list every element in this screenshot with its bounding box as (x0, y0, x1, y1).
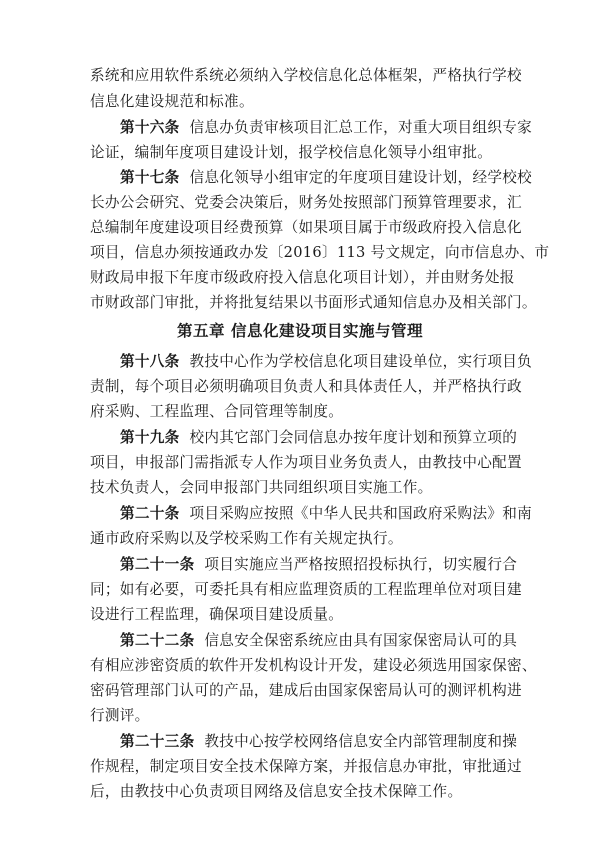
article-text: 校内其它部门会同信息办按年度计划和预算立项的 (189, 429, 518, 446)
text-line: 项目，信息办须按通政办发〔2016〕113 号文规定，向市信息办、市 (90, 244, 550, 261)
article-text: 信息办负责审核项目汇总工作，对重大项目组织专家 (189, 119, 533, 136)
text-line: 财政局申报下年度市级政府投入信息化项目计划），并由财务处报 (90, 269, 515, 286)
text-line (120, 504, 532, 524)
text-line: 技术负责人，会同申报部门共同组织项目实施工作。 (90, 479, 433, 496)
article-label: 第十九条 (120, 429, 180, 446)
text-line: 有相应涉密资质的软件开发机构设计开发，建设必须选用国家保密、 (90, 657, 537, 674)
article-label: 第二十三条 (120, 733, 195, 750)
text-line (120, 118, 532, 138)
chapter-heading: 第五章 信息化建设项目实施与管理 (177, 322, 423, 340)
article-text: 项目采购应按照《中华人民共和国政府采购法》和南 (189, 505, 533, 522)
article-label: 第二十一条 (120, 556, 195, 573)
article-text: 教技中心作为学校信息化项目建设单位，实行项目负 (189, 353, 533, 370)
text-line (120, 428, 517, 448)
text-line: 责制，每个项目必须明确项目负责人和具体责任人，并严格执行政 (90, 378, 522, 395)
article-label: 第十八条 (120, 353, 180, 370)
text-line: 行测评。 (90, 707, 150, 724)
article-label: 第十六条 (120, 119, 180, 136)
article-text: 信息化领导小组审定的年度项目建设计划，经学校校 (189, 169, 533, 186)
article-text: 教技中心按学校网络信息安全内部管理制度和操 (204, 733, 518, 750)
text-line: 长办公会研究、党委会决策后，财务处按照部门预算管理要求，汇 (90, 194, 522, 211)
text-line: 通市政府采购以及学校采购工作有关规定执行。 (90, 530, 403, 547)
text-line (120, 168, 532, 188)
article-text: 项目实施应当严格按照招投标执行，切实履行合 (204, 556, 518, 573)
text-line: 后，由教技中心负责项目网络及信息安全技术保障工作。 (90, 783, 463, 800)
text-line: 信息化建设规范和标准。 (90, 93, 254, 110)
article-label: 第二十二条 (120, 632, 195, 649)
text-line: 同；如有必要，可委托具有相应监理资质的工程监理单位对项目建 (90, 581, 522, 598)
text-line (120, 352, 532, 372)
text-line: 作规程，制定项目安全技术保障方案，并报信息办审批，审批通过 (90, 758, 522, 775)
text-line (120, 732, 517, 752)
article-label: 第十七条 (120, 169, 180, 186)
text-line: 总编制年度建设项目经费预算（如果项目属于市级政府投入信息化 (90, 219, 522, 236)
text-line: 市财政部门审批，并将批复结果以书面形式通知信息办及相关部门。 (90, 294, 537, 311)
article-text: 信息安全保密系统应由具有国家保密局认可的具 (204, 632, 518, 649)
article-label: 第二十条 (120, 505, 180, 522)
text-line (120, 555, 517, 575)
text-line: 论证，编制年度项目建设计划，报学校信息化领导小组审批。 (90, 144, 493, 161)
text-line: 系统和应用软件系统必须纳入学校信息化总体框架，严格执行学校 (90, 67, 522, 84)
text-line: 设进行工程监理，确保项目建设质量。 (90, 606, 344, 623)
text-line (120, 631, 517, 651)
text-line: 项目，申报部门需指派专人作为项目业务负责人，由教技中心配置 (90, 454, 522, 471)
text-line: 密码管理部门认可的产品，建成后由国家保密局认可的测评机构进 (90, 682, 522, 699)
text-line: 府采购、工程监理、合同管理等制度。 (90, 403, 344, 420)
